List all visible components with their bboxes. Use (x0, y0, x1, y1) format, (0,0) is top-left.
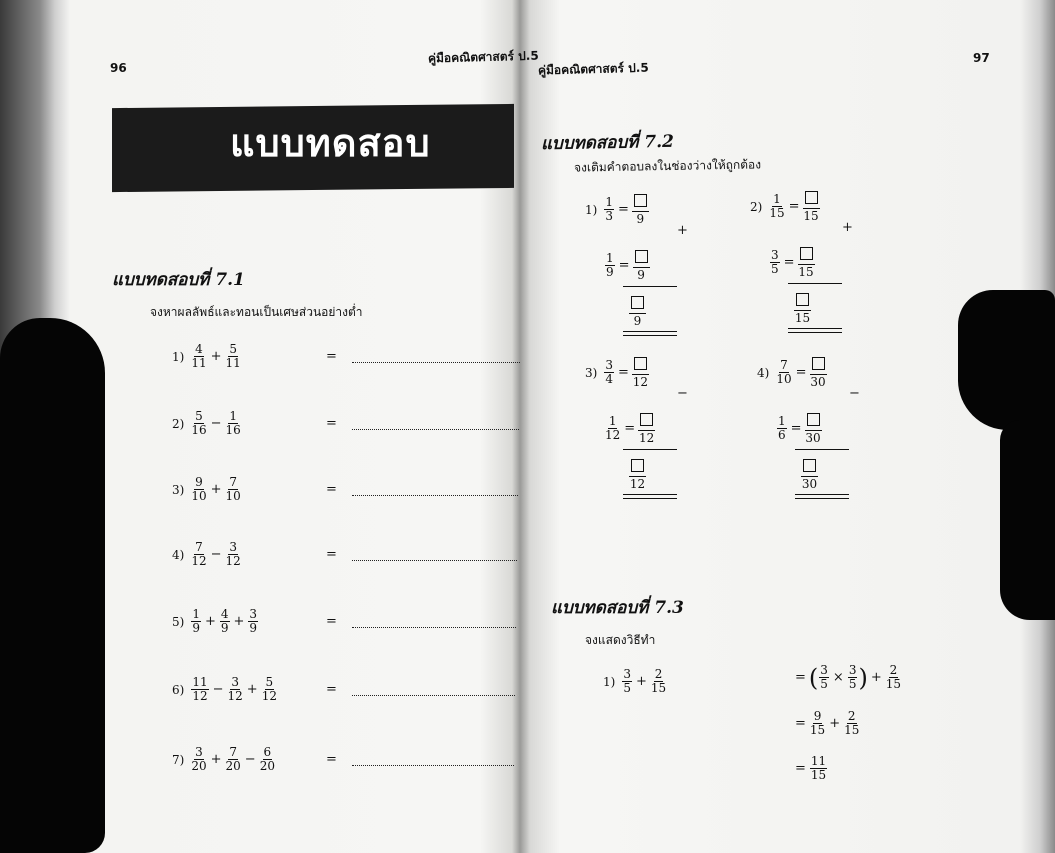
equals-sign: = (790, 421, 802, 436)
result-double-line (623, 331, 677, 336)
exercise-number: 5) (172, 614, 185, 629)
numerator: 11 (192, 675, 208, 689)
denominator: 15 (809, 723, 826, 737)
fraction-term (844, 710, 859, 737)
answer-box (796, 293, 809, 306)
right-page-number: 97 (973, 51, 990, 65)
right-hand (1000, 420, 1055, 620)
row-1 (585, 356, 649, 389)
denominator: 15 (794, 311, 811, 325)
given-fraction (604, 196, 614, 223)
fraction-term (191, 476, 206, 503)
section-title-7-1: แบบทดสอบที่ 7.1 (112, 270, 245, 290)
answer-box (631, 459, 644, 472)
row-3 (629, 458, 646, 491)
exercise-row (172, 541, 242, 568)
fraction-term (848, 664, 858, 691)
close-paren: ) (858, 663, 868, 692)
fraction-term (810, 710, 825, 737)
answer-box (805, 191, 818, 204)
blank-numerator (632, 193, 649, 212)
fraction-term (819, 664, 829, 691)
equals-sign: = (618, 258, 630, 273)
blank-numerator (803, 190, 820, 209)
fraction-term (191, 746, 206, 773)
exercise-row (172, 476, 242, 503)
numerator: 5 (265, 675, 274, 689)
numerator: 7 (780, 358, 788, 372)
answer-box (807, 413, 820, 426)
instruction-7-1: จงหาผลลัพธ์และทอนเป็นเศษส่วนอย่างต่ำ (150, 305, 363, 319)
operator-sign: − (849, 386, 860, 401)
denominator: 5 (623, 681, 631, 695)
denominator: 16 (225, 423, 241, 437)
denominator: 10 (191, 489, 207, 503)
step-2 (792, 710, 860, 737)
exercise-number: 4) (172, 547, 185, 562)
blank-numerator (633, 249, 650, 268)
operator: − (212, 682, 224, 697)
operator: + (210, 752, 222, 767)
denominator: 30 (801, 477, 818, 491)
numerator: 3 (231, 675, 239, 689)
section-title-7-3: แบบทดสอบที่ 7.3 (551, 598, 684, 618)
plus-sign: + (829, 716, 841, 731)
result-fraction (629, 295, 646, 328)
operator: + (210, 349, 222, 364)
denominator: 12 (629, 477, 646, 491)
answer-box (635, 250, 648, 263)
denominator: 20 (259, 759, 275, 773)
denominator: 12 (191, 554, 207, 568)
equals-sign: = (617, 365, 629, 380)
numerator: 5 (195, 409, 203, 423)
numerator: 1 (773, 192, 781, 206)
sum-line (623, 449, 677, 450)
blank-numerator (801, 458, 818, 477)
equals-sign: = (326, 416, 337, 431)
exercise-row (172, 746, 276, 773)
denominator: 9 (249, 621, 258, 635)
row-2 (604, 412, 655, 445)
result-fraction (629, 458, 646, 491)
answer-line (352, 627, 516, 628)
fraction-term (226, 343, 241, 370)
denominator: 5 (771, 262, 779, 276)
denominator: 9 (220, 621, 229, 635)
equals-sign: = (326, 547, 337, 562)
fraction-term (228, 676, 243, 703)
denominator: 20 (191, 759, 207, 773)
denominator: 9 (636, 212, 645, 226)
answer-line (352, 429, 519, 430)
answer-box (634, 357, 647, 370)
row-2 (604, 249, 650, 282)
exercise-number: 1) (603, 674, 616, 689)
fraction-term (226, 410, 241, 437)
exercise-row (172, 410, 242, 437)
blank-fraction-2 (805, 412, 822, 445)
numerator: 7 (195, 540, 203, 554)
denominator: 15 (844, 723, 860, 737)
numerator: 7 (229, 745, 237, 759)
sum-line (623, 286, 677, 287)
denominator: 15 (803, 209, 819, 223)
denominator: 12 (605, 428, 621, 442)
problem-7-2-1 (585, 193, 725, 343)
numerator: 3 (771, 248, 779, 262)
result-fraction (810, 755, 827, 782)
blank-numerator (805, 412, 822, 431)
plus-sign: + (870, 670, 882, 685)
fraction-term (651, 668, 666, 695)
fraction-term (191, 541, 206, 568)
denominator: 30 (805, 431, 821, 445)
numerator: 3 (623, 667, 631, 681)
fraction-term (886, 664, 901, 691)
denominator: 11 (191, 356, 207, 370)
exercise-row (172, 608, 259, 635)
denominator: 12 (192, 689, 208, 703)
operator-sign: + (677, 223, 688, 238)
denominator: 30 (810, 375, 826, 389)
exercise-number: 7) (172, 752, 185, 767)
fraction-term (622, 668, 632, 695)
fraction-term (226, 541, 241, 568)
result-fraction (794, 292, 811, 325)
exercise-number: 3) (172, 482, 185, 497)
equals-sign: = (624, 421, 636, 436)
numerator: 7 (229, 475, 237, 489)
denominator: 15 (798, 265, 814, 279)
section-title-7-2: แบบทดสอบที่ 7.2 (540, 131, 675, 155)
equals-sign: = (326, 752, 337, 767)
operator: + (246, 682, 258, 697)
fraction-term (191, 608, 201, 635)
blank-numerator (810, 356, 827, 375)
equals-sign: = (326, 682, 337, 697)
problem-number: 2) (750, 199, 763, 214)
denominator: 20 (225, 759, 241, 773)
denominator: 3 (605, 209, 613, 223)
numerator: 9 (195, 475, 203, 489)
numerator: 3 (848, 663, 857, 677)
blank-fraction-1 (803, 190, 820, 223)
blank-numerator (629, 295, 646, 314)
times-sign: × (832, 670, 844, 685)
operator: + (635, 674, 647, 689)
denominator: 9 (633, 314, 642, 328)
fraction-term (262, 676, 277, 703)
blank-fraction-1 (632, 193, 649, 226)
row-1 (750, 190, 820, 223)
blank-numerator (629, 458, 646, 477)
equals-sign: = (795, 365, 807, 380)
numerator: 4 (220, 607, 229, 621)
given-fraction (605, 415, 620, 442)
numerator: 1 (229, 409, 237, 423)
operator: − (244, 752, 256, 767)
equals-sign: = (617, 202, 629, 217)
operator: − (210, 547, 222, 562)
exercise-row (172, 343, 242, 370)
exercise-number: 6) (172, 682, 185, 697)
answer-line (352, 765, 514, 766)
answer-box (640, 413, 653, 426)
numerator: 11 (810, 754, 827, 768)
numerator: 2 (889, 663, 898, 677)
result-double-line (623, 494, 677, 499)
exercise-row (172, 676, 278, 703)
denominator: 15 (769, 206, 785, 220)
equals-sign: = (795, 761, 806, 776)
row-2 (776, 412, 822, 445)
denominator: 12 (225, 554, 241, 568)
numerator: 1 (605, 195, 613, 209)
denominator: 12 (632, 375, 649, 389)
fraction-term (226, 746, 241, 773)
equals-sign: = (795, 716, 806, 731)
problem-number: 1) (585, 202, 598, 217)
fraction-term (248, 608, 258, 635)
numerator: 1 (608, 414, 617, 428)
numerator: 1 (606, 251, 614, 265)
instruction-7-2: จงเติมคำตอบลงในช่องว่างให้ถูกต้อง (573, 157, 762, 175)
blank-numerator (638, 412, 655, 431)
numerator: 3 (195, 745, 203, 759)
instruction-7-3: จงแสดงวิธีทำ (585, 633, 656, 647)
equals-sign: = (788, 199, 800, 214)
numerator: 1 (192, 607, 200, 621)
operator-sign: − (677, 386, 688, 401)
denominator: 9 (192, 621, 200, 635)
denominator: 4 (605, 372, 613, 386)
question-row (603, 668, 667, 695)
problem-7-2-4 (757, 356, 897, 506)
numerator: 3 (249, 607, 258, 621)
denominator: 12 (227, 689, 243, 703)
operator: − (210, 416, 222, 431)
denominator: 15 (650, 681, 667, 695)
denominator: 12 (639, 431, 655, 445)
fraction-term (191, 410, 206, 437)
row-3 (801, 458, 818, 491)
answer-box (631, 296, 644, 309)
numerator: 2 (847, 709, 856, 723)
problem-7-2-2 (750, 190, 890, 340)
denominator: 5 (820, 677, 828, 691)
result-double-line (795, 494, 849, 499)
fraction-term (260, 746, 275, 773)
row-3 (794, 292, 811, 325)
exercise-number: 1) (172, 349, 185, 364)
answer-line (352, 560, 517, 561)
denominator: 15 (810, 768, 827, 782)
numerator: 3 (820, 663, 828, 677)
answer-line (352, 495, 518, 496)
fraction-term (191, 343, 206, 370)
answer-box (812, 357, 825, 370)
problem-number: 4) (757, 365, 770, 380)
numerator: 3 (229, 540, 237, 554)
given-fraction (604, 359, 614, 386)
blank-fraction-2 (638, 412, 655, 445)
result-fraction (801, 458, 818, 491)
denominator: 6 (778, 428, 786, 442)
numerator: 5 (229, 342, 237, 356)
given-fraction (777, 415, 787, 442)
answer-box (800, 247, 813, 260)
given-fraction (605, 252, 615, 279)
operator-sign: + (842, 220, 853, 235)
numerator: 6 (263, 745, 272, 759)
left-running-header: คู่มือคณิตศาสตร์ ป.5 (427, 48, 539, 66)
denominator: 10 (776, 372, 792, 386)
blank-numerator (794, 292, 811, 311)
row-1 (757, 356, 827, 389)
blank-numerator (632, 356, 649, 375)
numerator: 1 (778, 414, 786, 428)
fraction-term (191, 676, 208, 703)
equals-sign: = (795, 670, 806, 685)
equals-sign: = (326, 349, 337, 364)
answer-line (352, 362, 520, 363)
step-1 (792, 664, 902, 691)
blank-fraction-1 (632, 356, 649, 389)
result-double-line (788, 328, 842, 333)
equals-sign: = (326, 614, 337, 629)
denominator: 11 (225, 356, 241, 370)
left-page-number: 96 (110, 61, 127, 75)
numerator: 3 (605, 358, 613, 372)
operator: + (204, 614, 216, 629)
sum-line (788, 283, 842, 284)
numerator: 4 (195, 342, 203, 356)
answer-box (634, 194, 647, 207)
open-paren: ( (808, 663, 819, 692)
denominator: 16 (191, 423, 207, 437)
blank-fraction-2 (633, 249, 650, 282)
row-1 (585, 193, 649, 226)
given-fraction (770, 249, 780, 276)
denominator: 5 (848, 677, 857, 691)
denominator: 9 (606, 265, 614, 279)
denominator: 9 (637, 268, 645, 282)
fraction-term (220, 608, 230, 635)
step-3 (792, 755, 828, 782)
operator: + (233, 614, 245, 629)
sum-line (795, 449, 849, 450)
equals-sign: = (326, 482, 337, 497)
answer-box (803, 459, 816, 472)
right-thumb (958, 290, 1055, 430)
left-thumb (0, 318, 105, 853)
denominator: 15 (885, 677, 902, 691)
answer-line (352, 695, 515, 696)
blank-fraction-1 (810, 356, 827, 389)
operator: + (210, 482, 222, 497)
row-3 (629, 295, 646, 328)
given-fraction (769, 193, 784, 220)
numerator: 2 (654, 667, 663, 681)
problem-7-2-3 (585, 356, 725, 506)
blank-fraction-2 (798, 246, 815, 279)
right-running-header: คู่มือคณิตศาสตร์ ป.5 (537, 60, 649, 78)
denominator: 12 (261, 689, 277, 703)
blank-numerator (798, 246, 815, 265)
banner-title: แบบทดสอบ (230, 121, 431, 165)
given-fraction (776, 359, 791, 386)
denominator: 10 (225, 489, 241, 503)
exercise-number: 2) (172, 416, 185, 431)
problem-number: 3) (585, 365, 598, 380)
fraction-term (226, 476, 241, 503)
row-2 (769, 246, 815, 279)
equals-sign: = (783, 255, 795, 270)
numerator: 9 (813, 709, 822, 723)
